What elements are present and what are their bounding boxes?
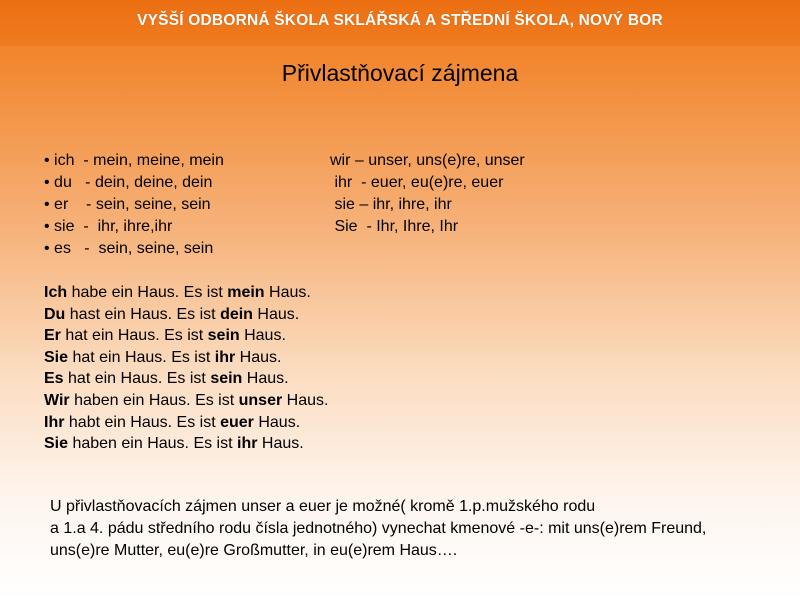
example-possessive: ihr	[214, 348, 236, 366]
example-end: Haus.	[253, 413, 301, 431]
example-middle: hat ein Haus. Es ist	[60, 327, 208, 345]
pronoun-item: Sie - Ihr, Ihre, Ihr	[330, 218, 459, 235]
example-subject: Sie	[44, 435, 69, 453]
pronoun-item: • du - dein, deine, dein	[44, 174, 213, 191]
example-sentence	[44, 325, 328, 347]
pronoun-item: • er - sein, seine, sein	[44, 196, 211, 213]
example-end: Haus.	[235, 348, 282, 366]
example-end: Haus.	[252, 305, 300, 323]
pronoun-item: sie – ihr, ihre, ihr	[330, 196, 452, 213]
example-possessive: ihr	[237, 435, 258, 453]
example-possessive: dein	[220, 305, 253, 323]
example-sentence	[44, 282, 328, 304]
example-subject: Du	[44, 305, 66, 323]
example-possessive: mein	[227, 284, 265, 301]
example-middle: habt ein Haus. Es ist	[64, 413, 221, 431]
example-subject: Wir	[44, 391, 70, 409]
school-name-header: VYŠŠÍ ODBORNÁ ŠKOLA SKLÁŘSKÁ A STŘEDNÍ ŠKOLA, NOVÝ BOR	[137, 12, 663, 29]
example-middle: hast ein Haus. Es ist	[65, 305, 221, 323]
example-possessive: sein	[210, 370, 243, 388]
example-end: Haus.	[257, 435, 304, 453]
example-sentence	[44, 368, 328, 390]
example-sentence	[44, 433, 328, 455]
example-end: Haus.	[239, 327, 286, 345]
example-subject: Er	[44, 327, 61, 345]
example-sentences	[44, 282, 328, 455]
plural-pronoun-list	[330, 150, 525, 238]
example-subject: Sie	[44, 348, 69, 366]
singular-pronoun-list	[44, 150, 224, 260]
example-subject: Ich	[44, 284, 68, 301]
slide-title: Přivlastňovací zájmena	[281, 60, 519, 86]
example-possessive: sein	[207, 327, 240, 345]
note-line: uns(e)re Mutter, eu(e)re Großmutter, in eu(e)rem Haus….	[50, 542, 458, 559]
grammar-note	[50, 496, 795, 562]
example-sentence	[44, 347, 328, 369]
example-end: Haus.	[264, 284, 311, 301]
example-end: Haus.	[242, 370, 289, 388]
example-possessive: unser	[238, 391, 283, 409]
example-sentence	[44, 412, 328, 434]
example-possessive: euer	[220, 413, 254, 431]
example-middle: hat ein Haus. Es ist	[68, 348, 215, 366]
pronoun-item: • sie - ihr, ihre,ihr	[44, 218, 173, 235]
pronoun-item: ihr - euer, eu(e)re, euer	[330, 174, 504, 191]
example-sentence	[44, 304, 328, 326]
note-line: U přivlastňovacích zájmen unser a euer je možné( kromě 1.p.mužského rodu	[50, 498, 596, 515]
pronoun-item: • es - sein, seine, sein	[44, 240, 214, 257]
pronoun-item: • ich - mein, meine, mein	[44, 152, 224, 169]
example-middle: haben ein Haus. Es ist	[69, 391, 239, 409]
example-middle: haben ein Haus. Es ist	[68, 435, 237, 453]
example-middle: hat ein Haus. Es ist	[63, 370, 211, 388]
pronoun-item: wir – unser, uns(e)re, unser	[330, 152, 525, 169]
example-end: Haus.	[282, 391, 329, 409]
example-subject: Ihr	[44, 413, 65, 431]
example-subject: Es	[44, 370, 64, 388]
note-line: a 1.a 4. pádu středního rodu čísla jednotného) vynechat kmenové -e-: mit uns(e)rem Freund,	[50, 520, 707, 537]
example-middle: habe ein Haus. Es ist	[67, 284, 228, 301]
example-sentence	[44, 390, 328, 412]
